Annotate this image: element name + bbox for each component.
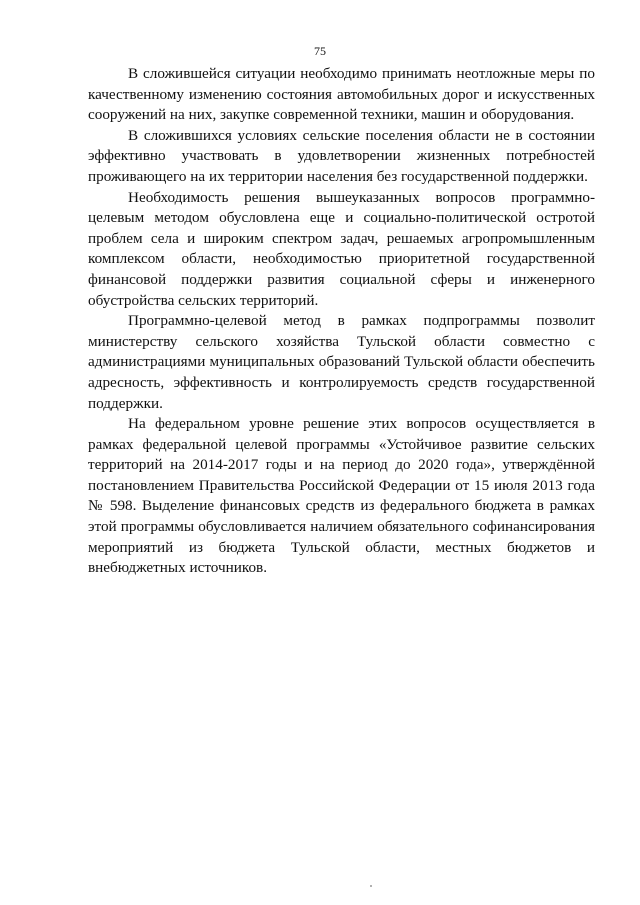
document-body (88, 64, 595, 579)
paragraph-rural-settlements: В сложившихся условиях сельские поселения области не в состоянии эффективно участвовать в удовлетворении жизненных потребностей проживающего на их территории населения без государственной поддержки. (88, 126, 595, 185)
scan-speck (370, 885, 372, 887)
paragraph-subprogram-method: Программно-целевой метод в рамках подпрограммы позволит министерству сельского хозяйства Тульской области совместно с администрациями муниципальных образований Тульской области обеспечить адресность, эффективность и контролируемость средств государственной поддержки. (88, 312, 595, 412)
paragraph-federal-program: На федеральном уровне решение этих вопросов осуществляется в рамках федеральной целевой программы «Устойчивое развитие сельских территорий на 2014-2017 годы и на период до 2020 года», утверждённой постановлением Правительства Российской Федерации от 15 июля 2013 года № 598. Выделение финансовых средств из федерального бюджета в рамках этой программы обусловливается наличием обязательного софинансирования мероприятий из бюджета Тульской области, местных бюджетов и внебюджетных источников. (88, 415, 595, 577)
page-number: 75 (314, 44, 326, 58)
paragraph-program-method-necessity: Необходимость решения вышеуказанных вопросов программно-целевым методом обусловлена еще и социально-политической остротой проблем села и широким спектром задач, решаемых агропромышленным комплексом области, необходимостью приоритетной государственной финансовой поддержки развития социальной сферы и инженерного обустройства сельских территорий. (88, 188, 595, 309)
paragraph-road-measures: В сложившейся ситуации необходимо принимать неотложные меры по качественному изменению состояния автомобильных дорог и искусственных сооружений на них, закупке современной техники, машин и оборудования. (88, 65, 595, 124)
